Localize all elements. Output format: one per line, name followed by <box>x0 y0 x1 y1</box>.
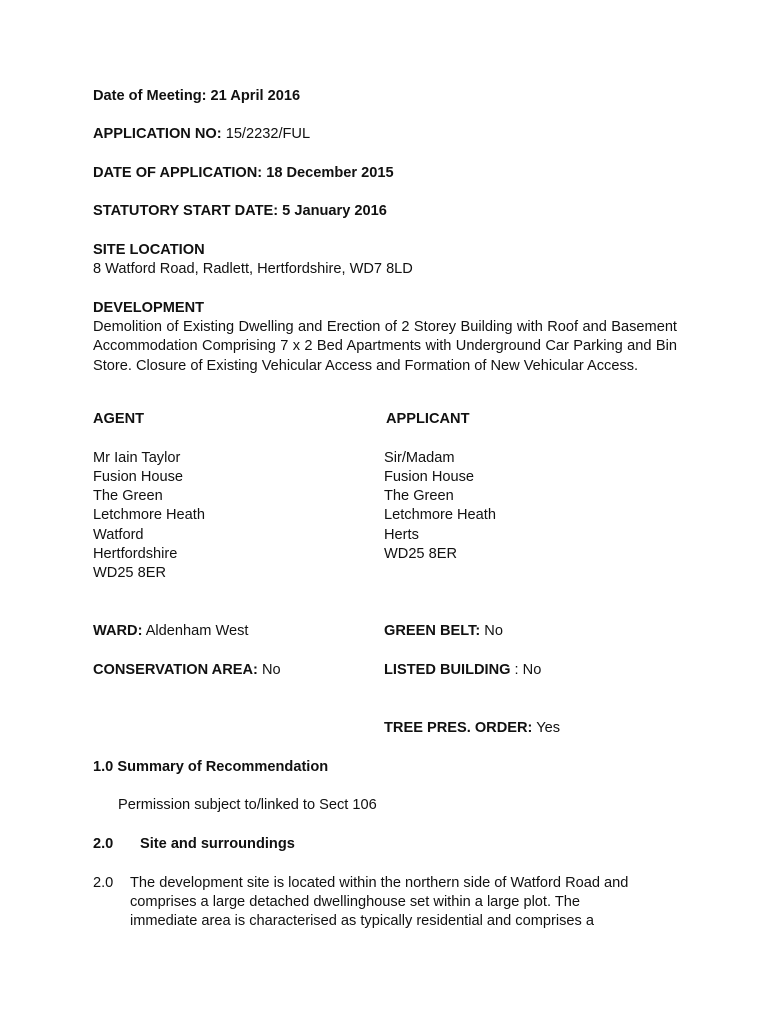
agent-line: Watford <box>93 527 144 543</box>
section-number: 2.0 <box>93 836 114 852</box>
ward <box>93 622 248 641</box>
paragraph-line: The development site is located within the northern side of Watford Road and <box>130 875 629 891</box>
listed-building-label: LISTED BUILDING <box>384 662 511 678</box>
development-heading: DEVELOPMENT <box>93 300 205 316</box>
tree-pres-order <box>384 719 560 738</box>
development-description: Demolition of Existing Dwelling and Erection of 2 Storey Building with Roof and Basement Accommodation Comprising 7 x 2 Bed Apartments with Underground Car Parking and Bin Store. Closure of Existing Vehicular Access and Formation of New Vehicular Access. <box>93 319 677 374</box>
applicant-line: Herts <box>384 527 419 543</box>
site-location-value: 8 Watford Road, Radlett, Hertfordshire, WD7 8LD <box>93 261 413 277</box>
agent-line: WD25 8ER <box>93 565 166 581</box>
green-belt <box>384 622 503 641</box>
tree-pres-order-label: TREE PRES. ORDER: <box>384 720 533 736</box>
summary-text: Permission subject to/linked to Sect 106 <box>118 797 377 813</box>
applicant-line: Sir/Madam <box>384 450 455 466</box>
conservation-area-label: CONSERVATION AREA: <box>93 662 258 678</box>
date-of-application: DATE OF APPLICATION: 18 December 2015 <box>93 165 394 181</box>
application-number-value: 15/2232/FUL <box>225 126 311 142</box>
paragraph-line: immediate area is characterised as typically residential and comprises a <box>130 913 594 929</box>
green-belt-value: No <box>484 623 503 639</box>
agent-heading: AGENT <box>93 411 145 427</box>
summary-heading: 1.0 Summary of Recommendation <box>93 759 329 775</box>
applicant-line: Letchmore Heath <box>384 507 496 523</box>
site-location-heading: SITE LOCATION <box>93 242 205 258</box>
statutory-start-date: STATUTORY START DATE: 5 January 2016 <box>93 203 387 219</box>
agent-line: Hertfordshire <box>93 546 178 562</box>
tree-pres-order-value: Yes <box>536 720 560 736</box>
agent-line: Fusion House <box>93 469 184 485</box>
listed-building-value: : No <box>514 662 542 678</box>
meeting-date: Date of Meeting: 21 April 2016 <box>93 88 301 104</box>
ward-value: Aldenham West <box>145 623 249 639</box>
paragraph-number: 2.0 <box>93 875 114 891</box>
application-number-label: APPLICATION NO: <box>93 126 222 142</box>
application-number <box>93 125 310 144</box>
agent-line: Mr Iain Taylor <box>93 450 181 466</box>
green-belt-label: GREEN BELT: <box>384 623 481 639</box>
applicant-line: The Green <box>384 488 454 504</box>
agent-line: The Green <box>93 488 163 504</box>
section-heading: Site and surroundings <box>140 836 295 852</box>
applicant-heading: APPLICANT <box>386 411 470 427</box>
applicant-line: Fusion House <box>384 469 475 485</box>
conservation-area <box>93 661 281 680</box>
applicant-line: WD25 8ER <box>384 546 457 562</box>
paragraph-line: comprises a large detached dwellinghouse set within a large plot. The <box>130 894 580 910</box>
conservation-area-value: No <box>261 662 281 678</box>
ward-label: WARD: <box>93 623 143 639</box>
agent-line: Letchmore Heath <box>93 507 205 523</box>
listed-building <box>384 661 541 680</box>
